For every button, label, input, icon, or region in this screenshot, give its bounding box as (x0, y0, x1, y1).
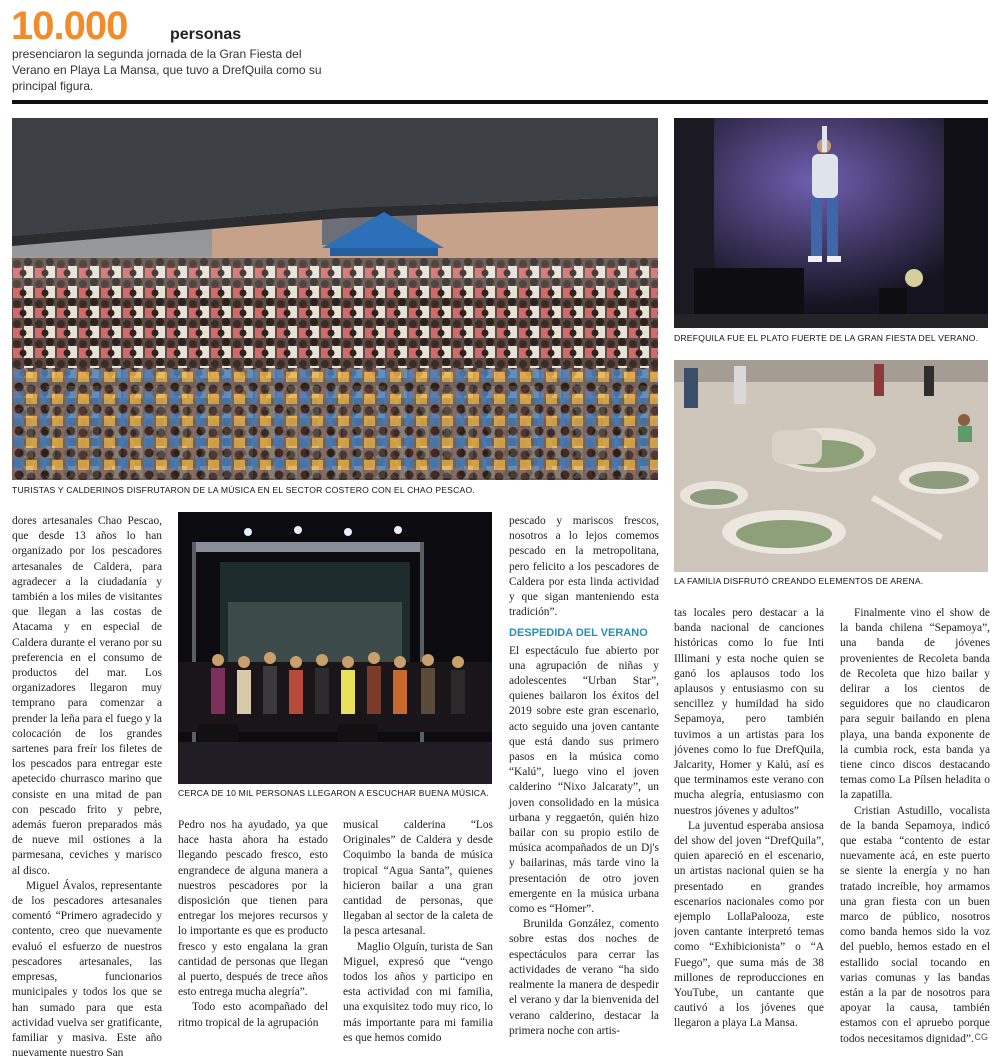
stat-number: 10.000 (11, 4, 128, 48)
header-rule (12, 100, 988, 104)
section-subhead: DESPEDIDA DEL VERANO (509, 627, 648, 640)
paragraph: Maglio Olguín, turista de San Miguel, expresó que “vengo todos los años y participo en esta actividad con mi familia, una exquisitez todo muy rico, lo más importante para mi familia es que hemos comido (343, 940, 493, 1044)
paragraph: Brunilda González, comento sobre estas dos noches de espectáculos para cerrar las actividades de verano “ha sido realmente la manera de despedir el verano y dar la bienvenida del verano calderino, destacar la primera noche con artis- (509, 918, 659, 1037)
crowd-photo-illustration (12, 118, 658, 480)
paragraph: Pedro nos ha ayudado, ya que hace hasta ahora ha estado llegando pescado fresco, esto engrandece de alguna manera a nuestros pescadores por la disposición que tienen para entregar los mejores recursos y lo importante es que es producto fresco y esto engalana la gran cantidad de personas que llegan al puerto, después de trece años esto entrega mucha alegría”. (178, 819, 328, 999)
stage-photo-caption: CERCA DE 10 MIL PERSONAS LLEGARON A ESCUCHAR BUENA MÚSICA. (178, 788, 489, 798)
article-column-2 (178, 818, 328, 1031)
singer-photo-caption: DREFQUILA FUE EL PLATO FUERTE DE LA GRAN FIESTA DEL VERANO. (674, 333, 979, 343)
sand-photo-illustration (674, 360, 988, 572)
paragraph: Cristian Astudillo, vocalista de la banda Sepamoya, indicó que estaba “contento de estar nuevamente acá, en este puerto se siente la energía y no han tratado increíble, hoy armamos una gran fiesta con un buen marco de público, nosotros como banda hemos sido la voz del pueblo, hemos estado en el estallido social tocando en varias comunas y las bandas están a la par de nosotros para apoyar la causa, también estamos con el apruebo porque todos necesitamos dignidad”. (840, 804, 990, 1045)
paragraph: pescado y mariscos frescos, nosotros a lo lejos comemos pescado en la metropolitana, pero felicito a los pescadores de Caldera por esta linda actividad y que sigan manteniendo esta tradición”. (509, 515, 659, 619)
paragraph: La juventud esperaba ansiosa del show del joven “DrefQuila”, quien apareció en el escenario, un artistas nacional quien se ha presentado en grandes escenarios nacionales como por ejemplo LollaPalooza, este joven cantante interpretó temas como “Exhibicionista” o “A Fuego”, que suma más de 38 millones de reproducciones en YouTube, un cantante que cautivó a los jóvenes que llegaron a playa La Mansa. (674, 819, 824, 1030)
stage-photo-illustration (178, 512, 492, 784)
article-deck: presenciaron la segunda jornada de la Gran Fiesta del Verano en Playa La Mansa, que tuvo a DrefQuila como su principal figura. (12, 47, 322, 93)
stage-photo (178, 512, 492, 784)
paragraph: tas locales pero destacar a la banda nacional de canciones históricas como lo fue Inti Illimani y esta noche quien se ganó los aplausos todo los aplausos y entusiasmo con su sencillez y humildad ha sido Sepamoya, pero también tuvimos a un artistas para los jóvenes como lo fue DrefQuila, Jalcarity, Homer y Kalú, así es que terminamos este verano con mucha alegría, entusiasmo con nuestros jóvenes y adultos” (674, 607, 824, 817)
article-column-1 (12, 514, 162, 1061)
sand-photo-caption: LA FAMILIA DISFRUTÓ CREANDO ELEMENTOS DE ARENA. (674, 576, 924, 586)
paragraph: musical calderina “Los Originales” de Caldera y desde Coquimbo la banda de música tropical “Agua Santa”, quienes hicieron bailar a una gran cantidad de personas, que llegaban al sector de la caleta de la pesca artesanal. (343, 819, 493, 938)
crowd-photo-caption: TURISTAS Y CALDERINOS DISFRUTARON DE LA MÚSICA EN EL SECTOR COSTERO CON EL CHAO PESCAO. (12, 485, 475, 495)
paragraph: El espectáculo fue abierto por una agrupación de niñas y adolescentes “Urban Star”, quienes bailaron los éxitos del 2019 sobre este gran escenario, acto seguido una joven cantante que está dando sus primero pasos en la música como “Kalú”, luego vino el joven calderino “Nixo Jalcaraty”, un joven consolidado en la música urbana y reggaetón, quién hizo bailar con su propio estilo de música acompañados de un Dj's y bailarinas, más tarde vino la presentación de otro joven emergente en la música urbana como es “Homer”. (509, 644, 659, 916)
crowd-photo (12, 118, 658, 480)
sand-sculpture-photo (674, 360, 988, 572)
paragraph: Finalmente vino el show de la banda chilena “Sepamoya”, una banda de jóvenes provenientes de Recoleta banda de Recoleta que hizo bailar y delirar a los cientos de seguidores que no claudicaron para seguir bailando en plena playa, una banda exponente de la cumbia rock, esta banda ya tiene cinco discos destacando temas como La Pílsen heladita o la zapatilla. (840, 607, 990, 802)
paragraph: Miguel Ávalos, representante de los pescadores artesanales comentó “Primero agradecido y contento, creo que nuevamente evaluó el esfuerzo de nuestros pescadores artesanales, las empresas, funcionarios municipales y todos los que se han sumado para que esta actividad vuelva ser gratificante, familiar y masiva. Este año nuevamente nuestro San (12, 879, 162, 1060)
article-column-5 (674, 606, 824, 1032)
paragraph: Todo esto acompañado del ritmo tropical de la agrupación (178, 1001, 328, 1029)
article-column-6 (840, 606, 990, 1047)
singer-photo (674, 118, 988, 328)
stat-unit: personas (170, 26, 242, 43)
singer-photo-illustration (674, 118, 988, 328)
article-column-4 (509, 514, 659, 1039)
paragraph: dores artesanales Chao Pescao, que desde 13 años lo han organizado por los pescadores artesanales de Caldera, para agradecer a la ciudadanía y también a los miles de visitantes que llegan a las costas de Atacama y en especial de Caldera durante el verano por su preferencia en el consumo de productos del mar. Los organizadores llegaron muy temprano para comenzar a prender la leña para el fuego y la colocación de los grandes sartenes para freír los filetes de los pescados para entregar este apetecido churrasco marino que consiste en una mitad de pan con pescado frito y pebre, además fueron preparados más de nueve mil ostiones a la parmesana, ceviches y marisco al disco. (12, 515, 162, 877)
article-column-3 (343, 818, 493, 1046)
author-end-mark: CG (974, 1032, 988, 1042)
